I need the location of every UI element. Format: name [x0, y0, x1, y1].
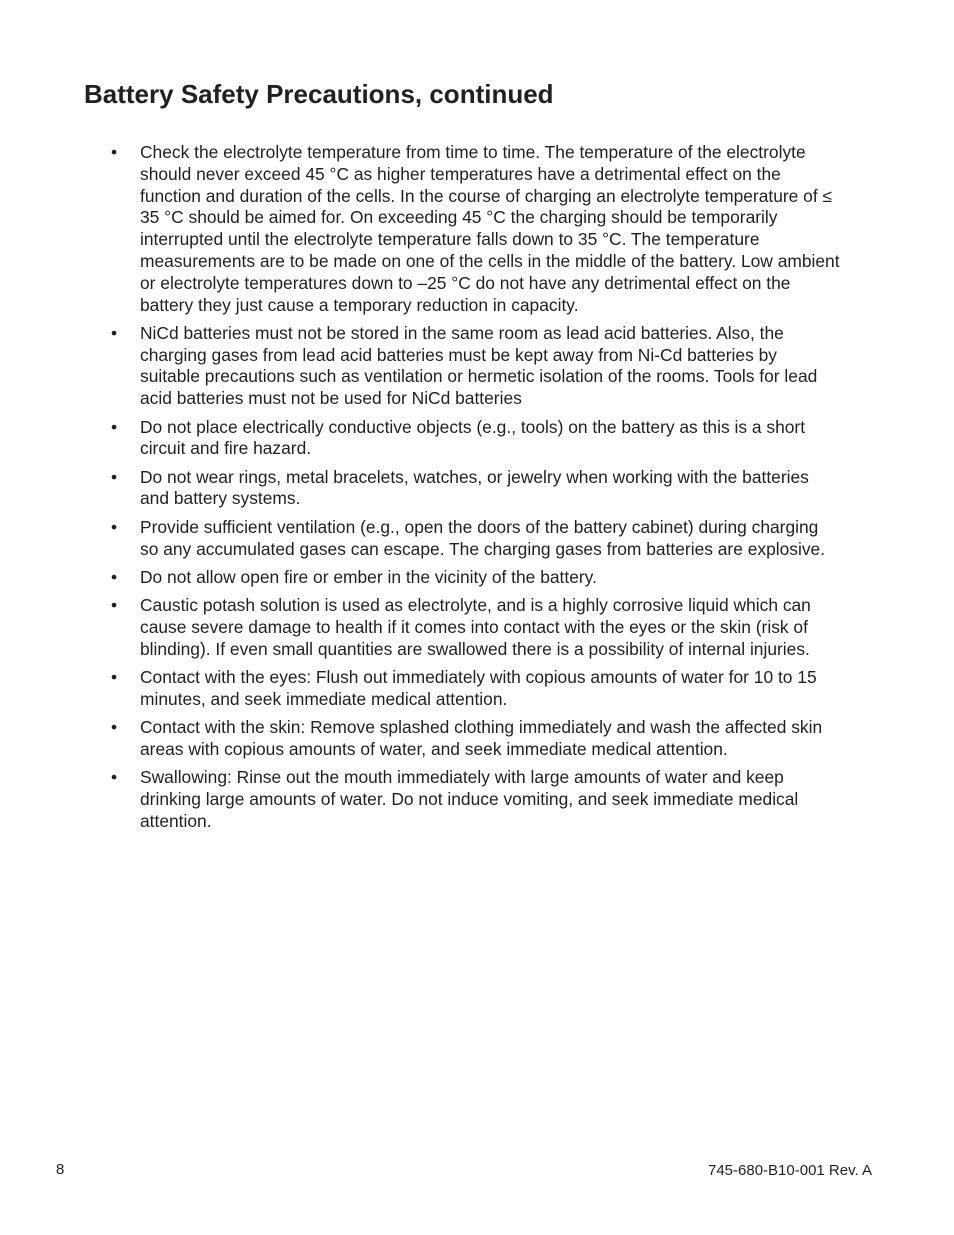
list-item-text: NiCd batteries must not be stored in the same room as lead acid batteries. Also, the charging gases from lead acid batteries must be kept away from Ni-Cd batteries by suitable precautions such as ventilation or hermetic isolation of the rooms. Tools for lead acid batteries must not be used for NiCd batteries	[140, 322, 818, 409]
list-item-text: Caustic potash solution is used as electrolyte, and is a highly corrosive liquid which can cause severe damage to health if it comes into contact with the eyes or the skin (risk of blinding). If even small quantities are swallowed there is a possibility of internal injuries.	[140, 595, 811, 659]
list-item-text: Do not wear rings, metal bracelets, watches, or jewelry when working with the batteries and battery systems.	[140, 466, 809, 509]
bullet-icon: •	[111, 767, 118, 788]
list-item	[111, 595, 841, 660]
bullet-icon: •	[111, 142, 118, 162]
list-item-text: Swallowing: Rinse out the mouth immediately with large amounts of water and keep drinking large amounts of water. Do not induce vomiting, and seek immediate medical attention.	[140, 767, 799, 831]
list-item	[111, 767, 841, 832]
safety-bullet-list	[111, 142, 841, 839]
bullet-icon: •	[111, 717, 118, 738]
list-item	[111, 567, 841, 589]
list-item	[111, 323, 841, 410]
list-item	[111, 667, 841, 711]
bullet-icon: •	[111, 595, 118, 616]
list-item-text: Contact with the eyes: Flush out immediately with copious amounts of water for 10 to 15 minutes, and seek immediate medical attention.	[140, 667, 817, 709]
list-item-text: Do not allow open fire or ember in the vicinity of the battery.	[140, 566, 597, 587]
list-item	[111, 467, 841, 511]
bullet-icon: •	[111, 322, 118, 343]
bullet-icon: •	[111, 667, 118, 688]
bullet-icon: •	[111, 416, 118, 437]
list-item	[111, 717, 841, 761]
list-item-text: Provide sufficient ventilation (e.g., open the doors of the battery cabinet) during charging so any accumulated gases can escape. The charging gases from batteries are explosive.	[140, 516, 826, 559]
bullet-icon: •	[111, 566, 118, 587]
bullet-icon: •	[111, 516, 118, 537]
footer-page-number: 8	[56, 1161, 65, 1178]
list-item-text: Contact with the skin: Remove splashed clothing immediately and wash the affected skin areas with copious amounts of water, and seek immediate medical attention.	[140, 717, 823, 759]
list-item	[111, 417, 841, 461]
list-item-text: Check the electrolyte temperature from time to time. The temperature of the electrolyte should never exceed 45 °C as higher temperatures have a detrimental effect on the function and duration of the cells. In the course of charging an electrolyte temperature of ≤ 35 °C should be aimed for. On exceeding 45 °C the charging should be temporarily interrupted until the electrolyte temperature falls down to 35 °C. The temperature measurements are to be made on one of the cells in the middle of the battery. Low ambient or electrolyte temperatures down to –25 °C do not have any detrimental effect on the battery they just cause a temporary reduction in capacity.	[140, 142, 840, 315]
list-item-text: Do not place electrically conductive objects (e.g., tools) on the battery as this is a short circuit and fire hazard.	[140, 416, 806, 459]
page-title: Battery Safety Precautions, continued	[84, 79, 554, 109]
bullet-icon: •	[111, 466, 118, 487]
footer-document-id: 745-680-B10-001 Rev. A	[708, 1162, 872, 1179]
list-item	[111, 142, 841, 316]
list-item	[111, 517, 841, 561]
